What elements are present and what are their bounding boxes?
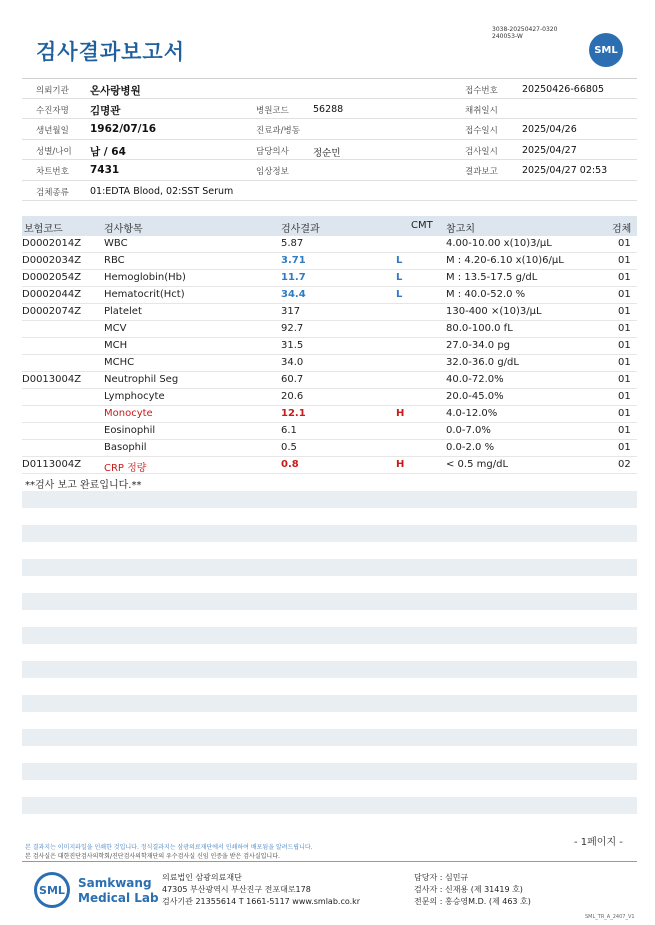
hospital-label: 의뢰기관	[36, 86, 69, 96]
specimen-code: 01	[618, 425, 631, 436]
empty-row	[22, 763, 637, 780]
specimen-code: 01	[618, 306, 631, 317]
empty-row	[22, 627, 637, 644]
test-code: D0002034Z	[22, 255, 82, 266]
report-label: 결과보고	[465, 167, 498, 177]
reference-range: 32.0-36.0 g/dL	[446, 357, 519, 368]
table-row	[22, 440, 637, 457]
specimen-code: 01	[618, 238, 631, 249]
hospital-value: 온사랑병원	[90, 85, 141, 97]
reference-range: 4.00-10.00 x(10)3/μL	[446, 238, 552, 249]
table-row	[22, 253, 637, 270]
test-result: 34.4	[281, 289, 306, 300]
header-name: 검사항목	[104, 224, 143, 235]
test-name: RBC	[104, 255, 125, 266]
test-code: D0002044Z	[22, 289, 82, 300]
info-row	[22, 99, 637, 120]
reference-range: 4.0-12.0%	[446, 408, 498, 419]
reference-range: 40.0-72.0%	[446, 374, 504, 385]
dept-label: 진료과/병동	[256, 126, 300, 136]
receipt-no-label: 접수번호	[465, 86, 498, 96]
specimen-code: 01	[618, 323, 631, 334]
test-name: MCHC	[104, 357, 135, 368]
hosp-code-value: 56288	[313, 103, 344, 115]
test-name: WBC	[104, 238, 128, 249]
report-complete-note: **검사 보고 완료입니다.**	[25, 480, 142, 491]
test-code: D0002074Z	[22, 306, 82, 317]
empty-row	[22, 491, 637, 508]
test-code: D0002014Z	[22, 238, 82, 249]
test-name: Basophil	[104, 442, 147, 453]
patient-label: 수진자명	[36, 105, 69, 116]
dob-label: 생년월일	[36, 126, 69, 136]
collect-label: 채취일시	[465, 105, 498, 116]
staff-list: 담당자 : 심민규 검사자 : 신재용 (제 31419 호) 전문의 : 홍승영M.D. (제 463 호)	[414, 873, 531, 906]
receipt-date-label: 접수일시	[465, 126, 498, 136]
test-result: 317	[281, 306, 301, 317]
specimen-code: 01	[618, 340, 631, 351]
test-name: MCV	[104, 323, 127, 334]
empty-row	[22, 559, 637, 576]
test-result: 5.87	[281, 238, 304, 249]
form-code: SML_TR_A_2407_V1	[585, 914, 635, 920]
empty-row	[22, 695, 637, 712]
test-name: Hematocrit(Hct)	[104, 289, 185, 300]
table-body	[22, 236, 637, 474]
empty-row	[22, 525, 637, 542]
specimen-label: 검체종류	[36, 187, 69, 198]
test-flag: L	[396, 255, 403, 266]
footer-divider	[22, 861, 637, 862]
info-row	[22, 119, 637, 140]
test-result: 0.5	[281, 442, 297, 453]
test-result: 92.7	[281, 323, 304, 334]
empty-row	[22, 661, 637, 678]
test-name: Lymphocyte	[104, 391, 165, 402]
test-name: Neutrophil Seg	[104, 374, 179, 385]
test-result: 34.0	[281, 357, 304, 368]
table-row	[22, 236, 637, 253]
empty-row	[22, 593, 637, 610]
document-code: 3038-20250427-0320 240053-W	[492, 26, 558, 40]
sex-age-label: 성별/나이	[36, 146, 72, 157]
reference-range: 0.0-7.0%	[446, 425, 491, 436]
clinical-label: 임상정보	[256, 167, 289, 177]
results-table	[22, 216, 637, 474]
specimen-code: 01	[618, 408, 631, 419]
reference-range: 130-400 ×(10)3/μL	[446, 306, 542, 317]
table-row	[22, 423, 637, 440]
empty-row	[22, 729, 637, 746]
table-row	[22, 406, 637, 423]
test-code: D0113004Z	[22, 459, 82, 470]
doctor-label: 담당의사	[256, 146, 289, 157]
table-row	[22, 355, 637, 372]
patient-value: 김명관	[90, 104, 121, 117]
test-name: Monocyte	[104, 408, 153, 419]
chart-value: 7431	[90, 164, 120, 176]
table-row	[22, 389, 637, 406]
reference-range: 20.0-45.0%	[446, 391, 504, 402]
header-code: 보험코드	[24, 224, 63, 235]
empty-row	[22, 797, 637, 814]
test-result: 20.6	[281, 391, 304, 402]
footnote-image-notice: 본 결과지는 이미지파일을 인쇄한 것입니다. 정식결과지는 삼광의료재단에서 인쇄하여 배포됨을 알려드립니다.	[25, 844, 313, 851]
sex-age-value: 남 / 64	[90, 145, 126, 158]
test-flag: H	[396, 408, 405, 419]
sml-logo: SML	[589, 33, 623, 67]
test-result: 60.7	[281, 374, 304, 385]
test-result: 11.7	[281, 272, 306, 283]
table-row	[22, 457, 637, 474]
test-result: 12.1	[281, 408, 306, 419]
info-row	[22, 181, 637, 202]
test-flag: H	[396, 459, 405, 470]
specimen-code: 01	[618, 255, 631, 266]
org-address: 의료법인 삼광의료재단 47305 부산광역시 부산진구 전포대로178 검사기관 21355614 T 1661-5117 www.smlab.co.kr	[162, 873, 361, 906]
table-row	[22, 372, 637, 389]
test-result: 3.71	[281, 255, 306, 266]
specimen-code: 02	[618, 459, 631, 470]
reference-range: M : 40.0-52.0 %	[446, 289, 526, 300]
test-date-value: 2025/04/27	[522, 144, 577, 156]
test-result: 31.5	[281, 340, 304, 351]
table-row	[22, 338, 637, 355]
specimen-code: 01	[618, 357, 631, 368]
specimen-code: 01	[618, 374, 631, 385]
test-code: D0013004Z	[22, 374, 82, 385]
dob-value: 1962/07/16	[90, 123, 157, 135]
header-ref: 참고치	[446, 224, 475, 235]
test-date-label: 검사일시	[465, 146, 498, 157]
hosp-code-label: 병원코드	[256, 105, 289, 116]
specimen-code: 01	[618, 289, 631, 300]
table-row	[22, 287, 637, 304]
test-result: 6.1	[281, 425, 297, 436]
test-flag: L	[396, 272, 403, 283]
test-name: Platelet	[104, 306, 142, 317]
reference-range: < 0.5 mg/dL	[446, 459, 509, 470]
sml-footer-logo: SML	[34, 872, 70, 908]
info-row	[22, 160, 637, 181]
header-result: 검사결과	[281, 224, 320, 235]
table-row	[22, 321, 637, 338]
header-specimen: 검체	[612, 224, 632, 235]
info-row	[22, 78, 637, 99]
test-flag: L	[396, 289, 403, 300]
test-name: Eosinophil	[104, 425, 156, 436]
brand-name: Samkwang Medical Lab	[78, 876, 159, 905]
receipt-no-value: 20250426-66805	[522, 84, 605, 95]
page-number: - 1페이지 -	[574, 837, 623, 848]
report-value: 2025/04/27 02:53	[522, 165, 608, 176]
reference-range: 80.0-100.0 fL	[446, 323, 513, 334]
reference-range: M : 4.20-6.10 x(10)6/μL	[446, 255, 564, 266]
table-row	[22, 304, 637, 321]
specimen-value: 01:EDTA Blood, 02:SST Serum	[90, 185, 234, 197]
info-row	[22, 140, 637, 161]
patient-info	[22, 78, 637, 201]
specimen-code: 01	[618, 391, 631, 402]
test-name: MCH	[104, 340, 128, 351]
doctor-value: 정순민	[313, 147, 341, 159]
test-name: CRP 정량	[104, 463, 147, 474]
chart-label: 차트번호	[36, 167, 69, 177]
reference-range: 0.0-2.0 %	[446, 442, 495, 453]
table-row	[22, 270, 637, 287]
reference-range: 27.0-34.0 pg	[446, 340, 511, 351]
test-code: D0002054Z	[22, 272, 82, 283]
table-header	[22, 216, 637, 236]
page-title: 검사결과보고서	[36, 40, 186, 64]
test-result: 0.8	[281, 459, 299, 470]
header-cmt: CMT	[411, 220, 433, 231]
specimen-code: 01	[618, 272, 631, 283]
specimen-code: 01	[618, 442, 631, 453]
reference-range: M : 13.5-17.5 g/dL	[446, 272, 538, 283]
receipt-date-value: 2025/04/26	[522, 124, 577, 135]
test-name: Hemoglobin(Hb)	[104, 272, 186, 283]
footnote-certification: 본 검사실은 대한진단검사의학회/진단검사의학재단의 우수검사실 신임 인증을 받은 검사실입니다.	[25, 853, 280, 860]
